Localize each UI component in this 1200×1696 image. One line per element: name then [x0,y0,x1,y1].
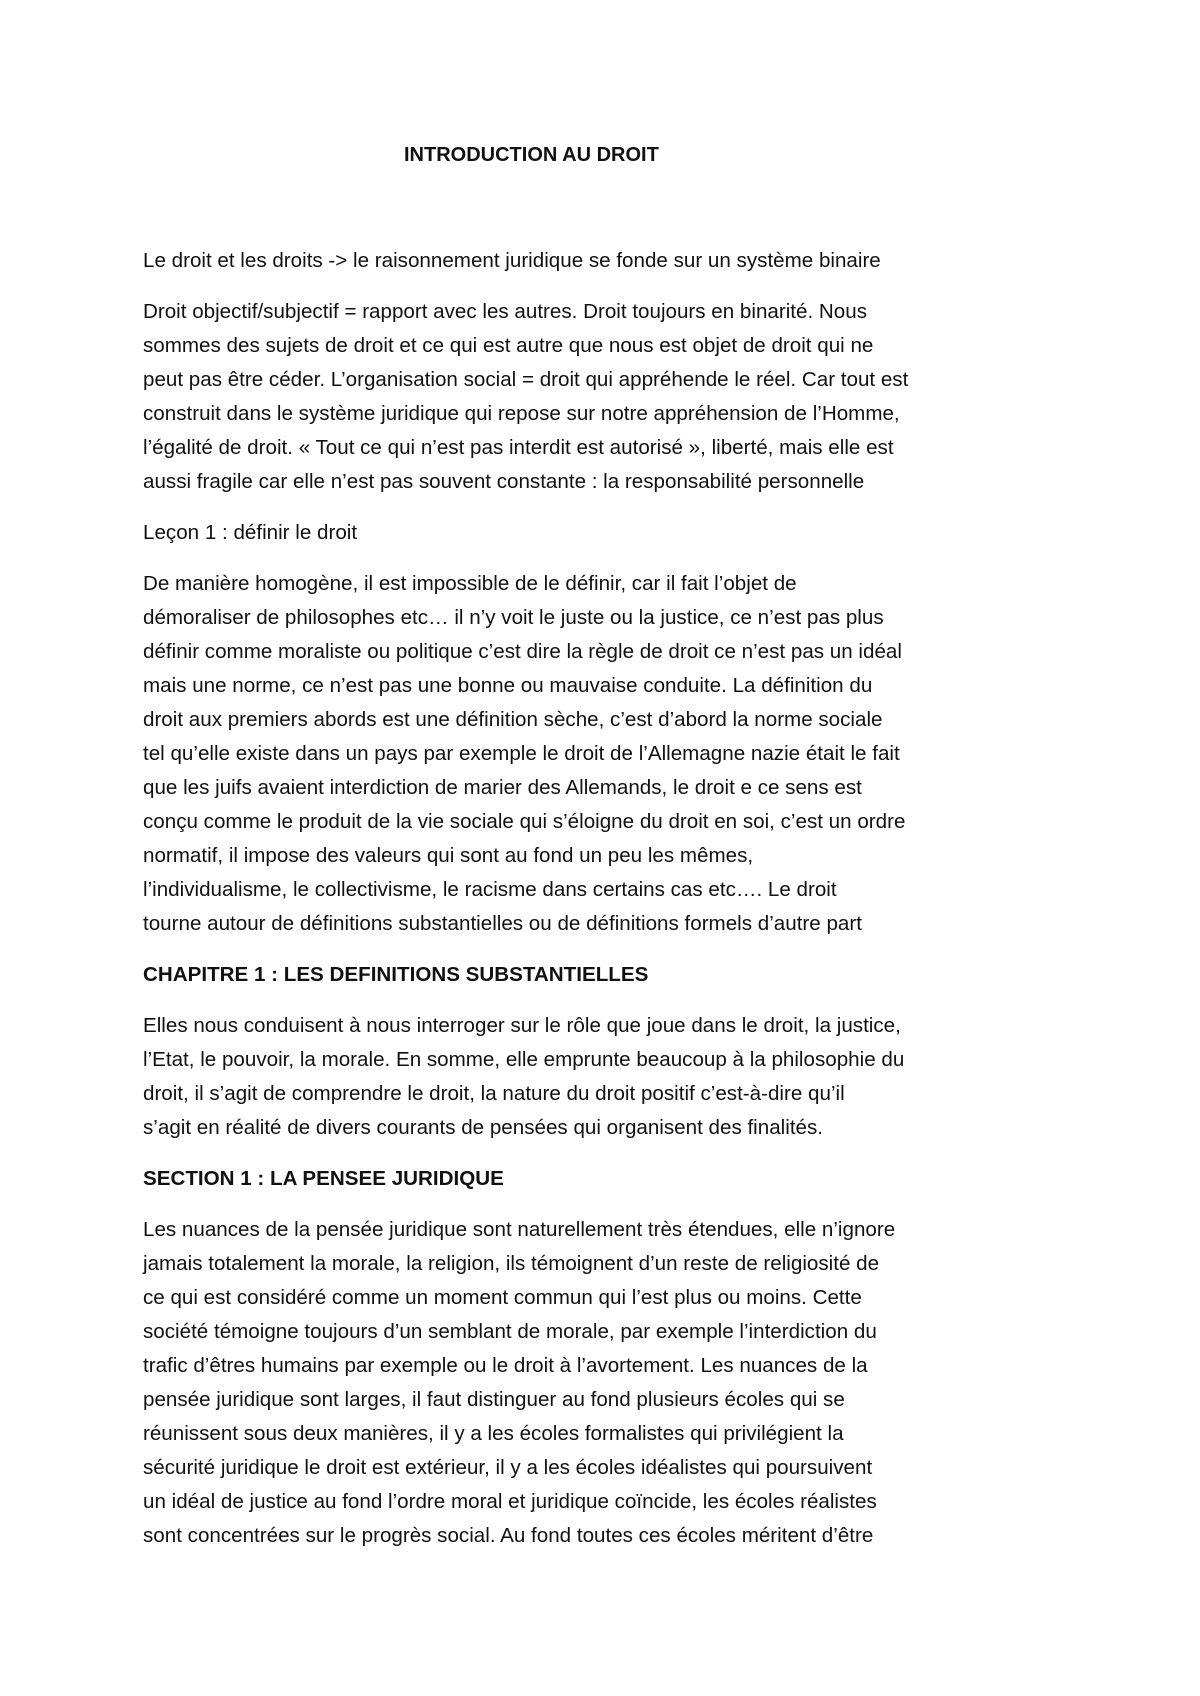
text-line: sécurité juridique le droit est extérieur, il y a les écoles idéalistes qui poursuivent [143,1456,873,1479]
text-line: sommes des sujets de droit et ce qui est autre que nous est objet de droit qui ne [143,334,874,357]
text-line: construit dans le système juridique qui repose sur notre appréhension de l’Homme, [143,402,900,425]
text-line: conçu comme le produit de la vie sociale qui s’éloigne du droit en soi, c’est un ordre [143,810,906,833]
text-line: l’égalité de droit. « Tout ce qui n’est pas interdit est autorisé », liberté, mais elle est [143,436,894,459]
text-line: société témoigne toujours d’un semblant de morale, par exemple l’interdiction du [143,1320,877,1343]
paragraph-4 [143,1213,1073,1553]
text-line: Elles nous conduisent à nous interroger sur le rôle que joue dans le droit, la justice, [143,1014,901,1037]
paragraph-2 [143,567,1073,941]
text-line: jamais totalement la morale, la religion, ils témoignent d’un reste de religiosité de [143,1252,880,1275]
lesson-heading: Leçon 1 : définir le droit [143,521,358,544]
paragraph-3 [143,1009,1073,1145]
text-line: Droit objectif/subjectif = rapport avec les autres. Droit toujours en binarité. Nous [143,300,867,323]
intro-line: Le droit et les droits -> le raisonnement juridique se fonde sur un système binaire [143,249,881,272]
text-line: droit, il s’agit de comprendre le droit, la nature du droit positif c’est-à-dire qu’il [143,1082,845,1105]
section-heading: SECTION 1 : LA PENSEE JURIDIQUE [143,1167,504,1190]
document-body [143,244,1073,1553]
text-line: démoraliser de philosophes etc… il n’y voit le juste ou la justice, ce n’est pas plus [143,606,884,629]
text-line: réunissent sous deux manières, il y a les écoles formalistes qui privilégient la [143,1422,844,1445]
text-line: normatif, il impose des valeurs qui sont au fond un peu les mêmes, [143,844,754,867]
text-line: l’Etat, le pouvoir, la morale. En somme, elle emprunte beaucoup à la philosophie du [143,1048,905,1071]
text-line: mais une norme, ce n’est pas une bonne ou mauvaise conduite. La définition du [143,674,873,697]
text-line: sont concentrées sur le progrès social. Au fond toutes ces écoles méritent d’être [143,1524,874,1547]
text-line: ce qui est considéré comme un moment commun qui l’est plus ou moins. Cette [143,1286,862,1309]
text-line: droit aux premiers abords est une définition sèche, c’est d’abord la norme sociale [143,708,883,731]
text-line: De manière homogène, il est impossible de le définir, car il fait l’objet de [143,572,797,595]
paragraph-1 [143,295,1073,499]
text-line: trafic d’êtres humains par exemple ou le droit à l’avortement. Les nuances de la [143,1354,868,1377]
text-line: définir comme moraliste ou politique c’est dire la règle de droit ce n’est pas un idéal [143,640,902,663]
text-line: peut pas être céder. L’organisation social = droit qui appréhende le réel. Car tout est [143,368,909,391]
text-line: aussi fragile car elle n’est pas souvent constante : la responsabilité personnelle [143,470,865,493]
text-line: Les nuances de la pensée juridique sont naturellement très étendues, elle n’ignore [143,1218,896,1241]
text-line: pensée juridique sont larges, il faut distinguer au fond plusieurs écoles qui se [143,1388,845,1411]
text-line: que les juifs avaient interdiction de marier des Allemands, le droit e ce sens est [143,776,862,799]
chapter-heading: CHAPITRE 1 : LES DEFINITIONS SUBSTANTIELLES [143,963,649,986]
text-line: tourne autour de définitions substantielles ou de définitions formels d’autre part [143,912,862,935]
text-line: un idéal de justice au fond l’ordre moral et juridique coïncide, les écoles réalistes [143,1490,877,1513]
text-line: l’individualisme, le collectivisme, le racisme dans certains cas etc…. Le droit [143,878,837,901]
text-line: s’agit en réalité de divers courants de pensées qui organisent des finalités. [143,1116,824,1139]
text-line: tel qu’elle existe dans un pays par exemple le droit de l’Allemagne nazie était le fait [143,742,900,765]
document-title: INTRODUCTION AU DROIT [404,144,659,166]
